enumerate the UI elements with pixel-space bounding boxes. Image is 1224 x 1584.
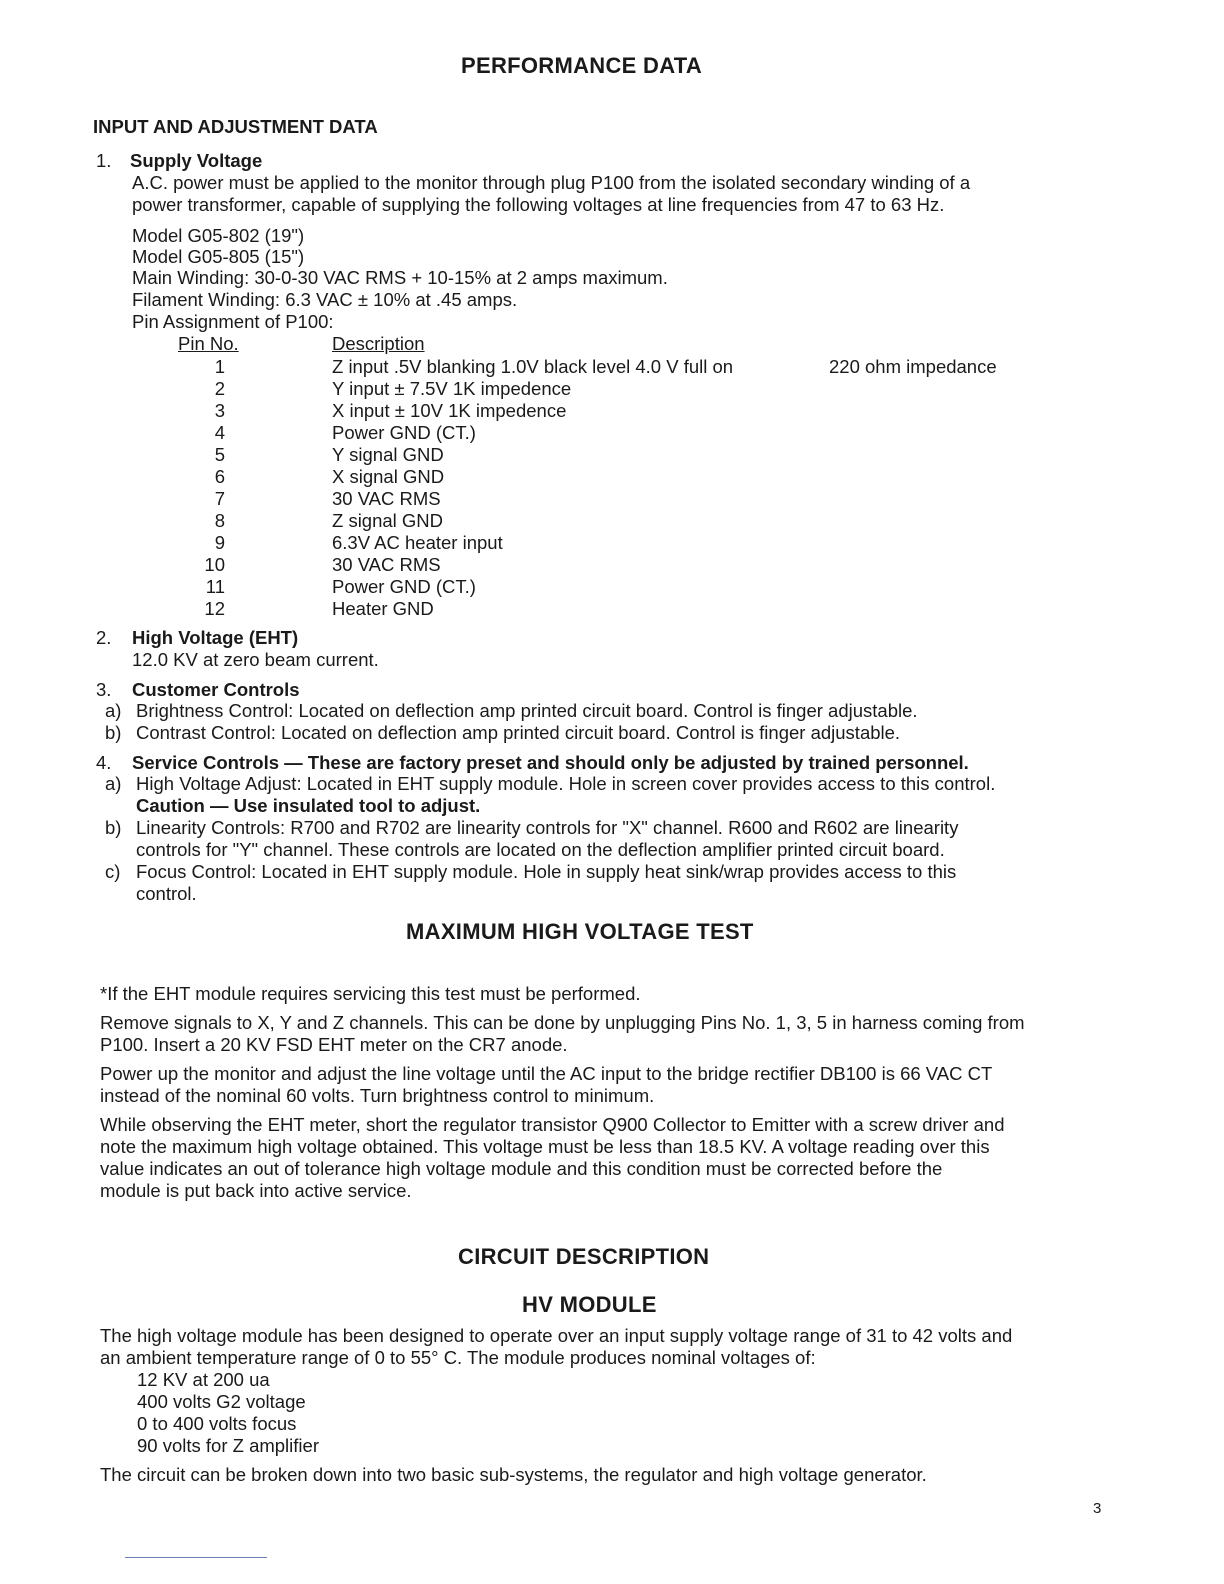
spec-line: Main Winding: 30-0-30 VAC RMS + 10-15% at 2 amps maximum. [132, 267, 668, 288]
section-title: MAXIMUM HIGH VOLTAGE TEST [406, 919, 754, 944]
pin-description: X signal GND [332, 466, 445, 487]
pin-description: Y signal GND [332, 444, 444, 465]
paragraph-line: controls for "Y" channel. These controls are located on the deflection amplifier printed circuit board. [136, 839, 945, 860]
item-number: 3. [96, 679, 112, 700]
pin-number: 8 [214, 510, 225, 531]
paragraph-line: value indicates an out of tolerance high voltage module and this condition must be corrected before the [100, 1158, 943, 1179]
page-number: 3 [1093, 1500, 1102, 1517]
sub-item-label: b) [105, 722, 122, 743]
spec-line: Model G05-802 (19") [132, 225, 305, 246]
pin-description: Y input ± 7.5V 1K impedence [332, 378, 572, 399]
item-title: Supply Voltage [130, 150, 263, 171]
item-number: 4. [96, 752, 112, 773]
paragraph-line: Brightness Control: Located on deflection amp printed circuit board. Control is finger adjustable. [136, 700, 918, 721]
item-number: 2. [96, 627, 112, 648]
paragraph-line: Power up the monitor and adjust the line voltage until the AC input to the bridge rectifier DB100 is 66 VAC CT [100, 1063, 993, 1084]
description-column-header: Description [332, 333, 425, 354]
voltage-list-item: 400 volts G2 voltage [137, 1391, 306, 1412]
pin-number: 3 [214, 400, 225, 421]
sub-item-label: b) [105, 817, 122, 838]
pin-number: 9 [214, 532, 225, 553]
paragraph-line: Remove signals to X, Y and Z channels. This can be done by unplugging Pins No. 1, 3, 5 in harness coming from [100, 1012, 1025, 1033]
paragraph-line: P100. Insert a 20 KV FSD EHT meter on the CR7 anode. [100, 1034, 568, 1055]
paragraph-line: control. [136, 883, 197, 904]
pin-description: Heater GND [332, 598, 434, 619]
section-title: CIRCUIT DESCRIPTION [458, 1244, 710, 1269]
pin-number: 10 [204, 554, 225, 575]
pin-number: 6 [214, 466, 225, 487]
sub-item-label: c) [105, 861, 121, 882]
paragraph-line: A.C. power must be applied to the monitor through plug P100 from the isolated secondary winding of a [132, 172, 971, 193]
pin-column-header: Pin No. [178, 333, 239, 354]
item-title: High Voltage (EHT) [132, 627, 299, 648]
pin-number: 1 [214, 356, 225, 377]
sub-item-label: a) [105, 773, 122, 794]
spec-line: Model G05-805 (15") [132, 246, 305, 267]
pin-impedance: 220 ohm impedance [829, 356, 997, 377]
paragraph-line: power transformer, capable of supplying the following voltages at line frequencies from 47 to 63 Hz. [132, 194, 945, 215]
paragraph-line: High Voltage Adjust: Located in EHT supply module. Hole in screen cover provides access to this control. [136, 773, 996, 794]
paragraph-line: The circuit can be broken down into two basic sub-systems, the regulator and high voltage generator. [100, 1464, 927, 1485]
pin-number: 5 [214, 444, 225, 465]
voltage-list-item: 90 volts for Z amplifier [137, 1435, 319, 1456]
pin-description: Power GND (CT.) [332, 576, 476, 597]
pin-description: Z signal GND [332, 510, 444, 531]
spec-line: Pin Assignment of P100: [132, 311, 334, 332]
section-heading: INPUT AND ADJUSTMENT DATA [93, 116, 378, 137]
pin-description: 30 VAC RMS [332, 488, 441, 509]
paragraph-line: module is put back into active service. [100, 1180, 412, 1201]
caution-note: Caution — Use insulated tool to adjust. [136, 795, 481, 816]
pin-number: 12 [204, 598, 225, 619]
paragraph-line: While observing the EHT meter, short the regulator transistor Q900 Collector to Emitter with a screw driver and [100, 1114, 1005, 1135]
pin-number: 11 [205, 576, 225, 597]
pin-description: X input ± 10V 1K impedence [332, 400, 567, 421]
paragraph-line: Contrast Control: Located on deflection amp printed circuit board. Control is finger adjustable. [136, 722, 901, 743]
paragraph-line: The high voltage module has been designed to operate over an input supply voltage range of 31 to 42 volts and [100, 1325, 1013, 1346]
item-number: 1. [96, 150, 112, 171]
paragraph-line: note the maximum high voltage obtained. This voltage must be less than 18.5 KV. A voltage reading over this [100, 1136, 990, 1157]
item-title: Service Controls — These are factory preset and should only be adjusted by trained personnel. [132, 752, 969, 773]
voltage-list-item: 12 KV at 200 ua [137, 1369, 270, 1390]
paragraph-line: an ambient temperature range of 0 to 55° C. The module produces nominal voltages of: [100, 1347, 816, 1368]
pin-description: 6.3V AC heater input [332, 532, 503, 553]
pin-description: Z input .5V blanking 1.0V black level 4.0 V full on [332, 356, 734, 377]
item-title: Customer Controls [132, 679, 300, 700]
pin-number: 4 [214, 422, 225, 443]
paragraph-line: *If the EHT module requires servicing this test must be performed. [100, 983, 641, 1004]
pin-description: 30 VAC RMS [332, 554, 441, 575]
page-title: PERFORMANCE DATA [461, 53, 703, 78]
paragraph-line: Focus Control: Located in EHT supply module. Hole in supply heat sink/wrap provides access to this [136, 861, 957, 882]
subsection-title: HV MODULE [522, 1292, 657, 1317]
pin-description: Power GND (CT.) [332, 422, 476, 443]
spec-line: Filament Winding: 6.3 VAC ± 10% at .45 amps. [132, 289, 518, 310]
voltage-list-item: 0 to 400 volts focus [137, 1413, 297, 1434]
pin-number: 2 [214, 378, 225, 399]
pin-number: 7 [214, 488, 225, 509]
paragraph-line: Linearity Controls: R700 and R702 are linearity controls for "X" channel. R600 and R602 are linearity [136, 817, 959, 838]
sub-item-label: a) [105, 700, 122, 721]
paragraph-line: 12.0 KV at zero beam current. [132, 649, 379, 670]
paragraph-line: instead of the nominal 60 volts. Turn brightness control to minimum. [100, 1085, 655, 1106]
footer-divider [125, 1557, 267, 1558]
